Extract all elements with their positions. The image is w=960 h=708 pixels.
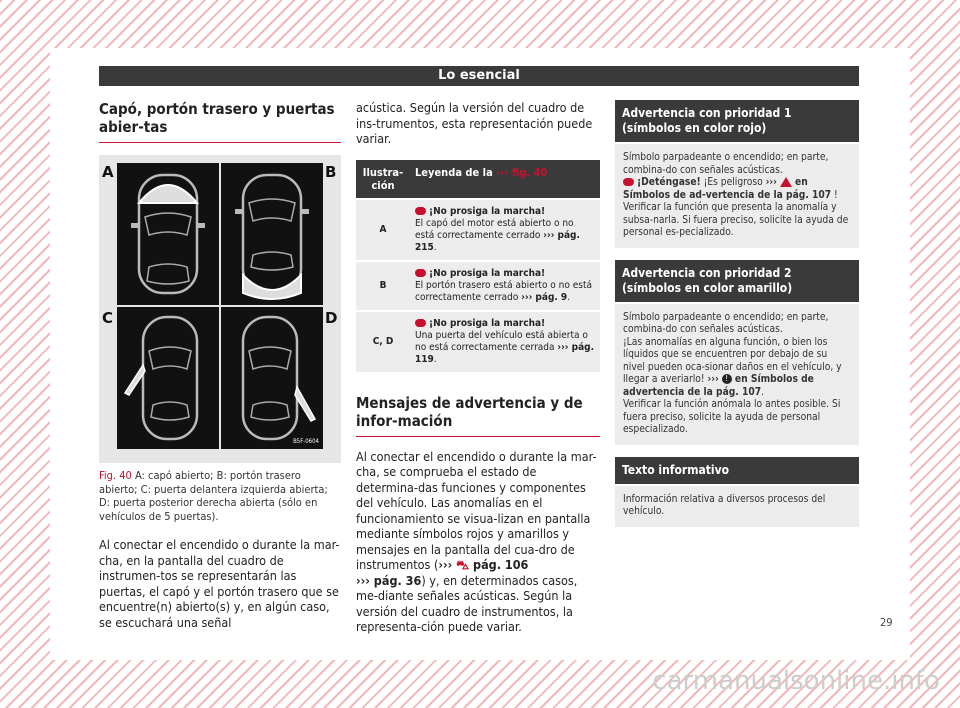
page-header: Lo esencial	[99, 66, 859, 86]
legend-table	[356, 160, 600, 372]
warning-symbol-icon	[623, 178, 634, 186]
priority1-box	[615, 100, 859, 248]
column-1	[99, 100, 341, 630]
watermark: carmanualsonline.info	[652, 666, 940, 696]
info-text-title: Texto informativo	[615, 457, 859, 484]
panel-d	[221, 307, 323, 449]
row-key: B	[356, 261, 410, 311]
section-title-warnings: Mensajes de advertencia y de infor-mación	[356, 394, 600, 437]
car-display-icon: ⛍	[456, 557, 470, 572]
panel-label-d: D	[325, 309, 338, 327]
page-ref-link[interactable]: ›››	[765, 177, 777, 188]
page-ref-link[interactable]: ›››	[707, 374, 719, 385]
info-icon: !	[722, 374, 732, 384]
section-title-doors: Capó, portón trasero y puertas abier-tas	[99, 100, 341, 143]
section1-body: Al conectar el encendido o durante la mar-cha, en la pantalla del cuadro de instrumen-tos se representarán las puertas, el capó y el portón trasero que se encuentre(n) abierto(s) y, en algún caso, se escuchará una señal	[99, 537, 340, 630]
table-row	[356, 199, 600, 261]
legend-table-header	[356, 160, 600, 199]
figure-caption	[99, 469, 341, 523]
row-desc: ¡No prosiga la marcha! Una puerta del vehículo está abierta o no está correctamente cerrada ››› pág. 119.	[410, 311, 600, 372]
figure-code: B5F-0604	[293, 438, 319, 445]
panel-label-b: B	[325, 163, 337, 181]
priority1-body: Símbolo parpadeante o encendido; en parte, combina-do con señales acústicas. ¡Deténgase! ¡Es peligroso ››› en Símbolos de ad-vertencia de la pág. 107 ! Verificar la función que presenta la anomalía y subsa-narla. Si fuera preciso, solicite la ayuda de personal es-pecializado.	[615, 142, 859, 248]
priority1-title: Advertencia con prioridad 1 (símbolos en color rojo)	[615, 100, 859, 142]
page-ref-link[interactable]: ››› pág. 119	[415, 341, 594, 365]
priority2-title: Advertencia con prioridad 2 (símbolos en color amarillo)	[615, 260, 859, 302]
car-hood-open-icon	[117, 163, 219, 305]
panel-a	[117, 163, 219, 305]
figure-number: Fig. 40	[99, 469, 132, 482]
panel-c	[117, 307, 219, 449]
caption-text: A: capó abierto; B: portón trasero abierto; C: puerta delantera izquierda abierta; D: puerta posterior derecha abierta (sólo en vehículos de 5 puertas).	[99, 469, 328, 523]
row-key: C, D	[356, 311, 410, 372]
car-rear-right-door-open-icon	[221, 307, 323, 449]
header-illustration: Ilustra-ción	[356, 160, 410, 199]
table-row	[356, 311, 600, 372]
priority2-body: Símbolo parpadeante o encendido; en parte, combina-do con señales acústicas. ¡Las anomalías en alguna función, o bien los líquidos que se encuentren por debajo de su nivel pueden oca-sionar daños en el vehículo, y llegar a averiarlo! ››› ! en Símbolos de advertencia de la pág. 107. Verificar la función anómala lo antes posible. Si fuera preciso, solicite la ayuda de personal especializado.	[615, 302, 859, 445]
page-number: 29	[880, 616, 893, 629]
figure-40	[99, 155, 341, 463]
fig-link[interactable]: ››› fig. 40	[496, 165, 548, 179]
header-legend: Leyenda de la ››› fig. 40	[410, 160, 600, 199]
page-ref-link[interactable]: ››› pág. 9	[521, 291, 568, 303]
section2-body: Al conectar el encendido o durante la mar-cha, se comprueba el estado de determina-das funciones y componentes del vehículo. Las anomalías en el funcionamiento se visua-lizan en pantalla mediante símbolos rojos y amarillos y mensajes en la pantalla del cua-dro de instrumentos (››› ⛍ pág. 106 ››› pág. 36) y, en determinados casos, me-diante señales acústicas. Según la versión del cuadro de instrumentos, la representa-ción puede variar.	[356, 448, 597, 634]
panel-label-a: A	[102, 163, 114, 181]
row-desc: ¡No prosiga la marcha! El capó del motor está abierto o no está correctamente cerrado ››› pág. 215.	[410, 199, 600, 261]
page-ref-link[interactable]: ››› pág. 215	[415, 229, 580, 253]
panel-label-c: C	[102, 309, 114, 327]
column-2	[356, 100, 600, 635]
column2-intro: acústica. Según la versión del cuadro de ins-trumentos, esta representación puede variar.	[356, 100, 593, 146]
table-row	[356, 261, 600, 311]
warning-symbol-icon	[415, 207, 426, 215]
column-3	[615, 100, 859, 539]
row-desc: ¡No prosiga la marcha! El portón trasero está abierto o no está correctamente cerrado ››› pág. 9.	[410, 261, 600, 311]
page-ref-link[interactable]: ››› pág. 36	[356, 572, 422, 588]
priority2-box	[615, 260, 859, 445]
warning-symbol-icon	[415, 319, 426, 327]
info-text-box	[615, 457, 859, 527]
warning-triangle-icon	[780, 177, 792, 187]
info-text-body: Información relativa a diversos procesos del vehículo.	[615, 484, 859, 527]
warning-symbol-icon	[415, 269, 426, 277]
page-ref-link[interactable]: ››› ⛍ pág. 106	[438, 557, 529, 572]
car-tailgate-open-icon	[221, 163, 323, 305]
car-front-left-door-open-icon	[117, 307, 219, 449]
row-key: A	[356, 199, 410, 261]
panel-b	[221, 163, 323, 305]
